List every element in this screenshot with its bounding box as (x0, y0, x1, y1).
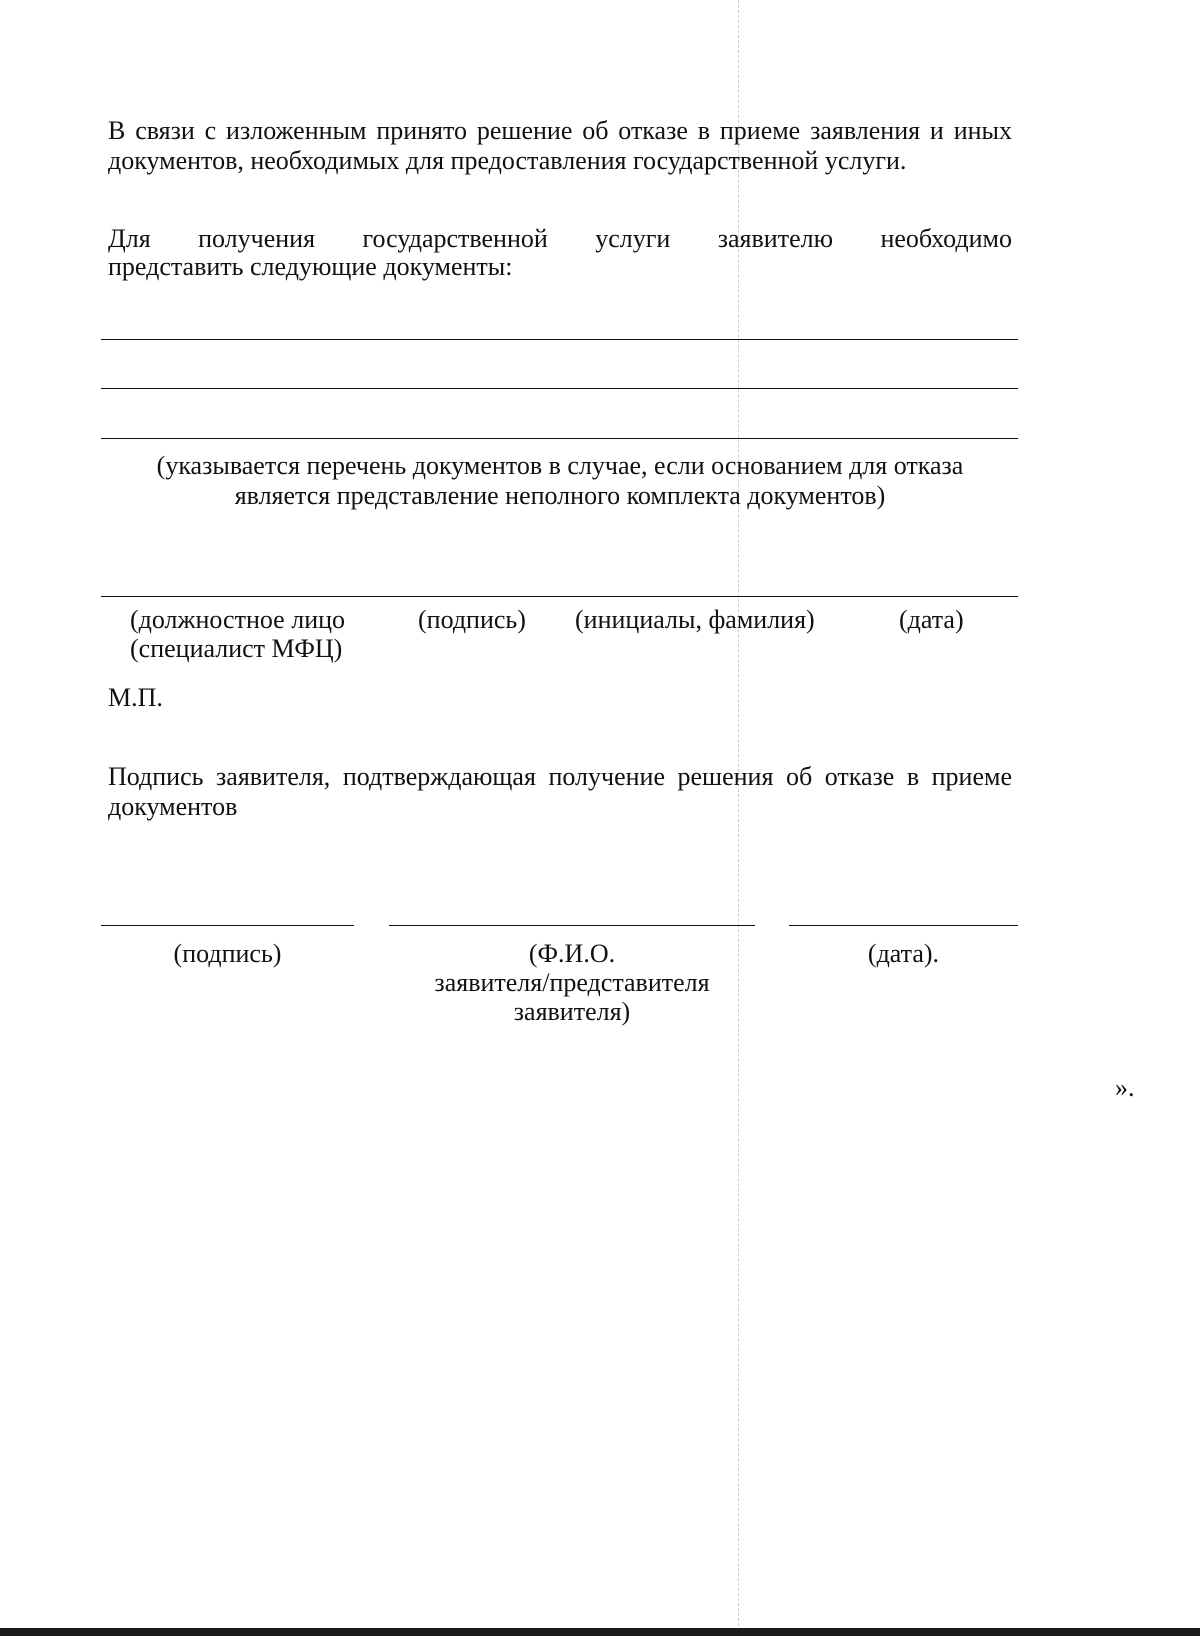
documents-list-caption: (указывается перечень документов в случае, если основанием для отказа является представление неполного комплекта документов) (156, 451, 964, 510)
scan-bottom-edge (0, 1628, 1200, 1636)
documents-blank-line-3[interactable] (101, 438, 1018, 439)
applicant-fio-line[interactable] (389, 925, 755, 926)
official-initials-label: (инициалы, фамилия) (575, 605, 815, 634)
applicant-date-label: (дата). (867, 939, 940, 968)
refusal-decision-paragraph: В связи с изложенным принято решение об отказе в приеме заявления и иных документов, необходимых для предоставления государственной услуги. (108, 116, 1012, 175)
official-signature-line[interactable] (101, 596, 1018, 597)
applicant-signature-line[interactable] (101, 925, 354, 926)
applicant-signature-label: (подпись) (173, 939, 282, 968)
official-position-label-line1: (должностное лицо (130, 605, 346, 634)
applicant-fio-label-line2: заявителя/представителя (434, 968, 710, 997)
required-documents-intro-line2: представить следующие документы: (108, 252, 513, 281)
stamp-place-label: М.П. (108, 683, 163, 712)
applicant-fio-label-line3: заявителя) (513, 997, 631, 1026)
official-position-label-line2: (специалист МФЦ) (130, 634, 343, 663)
documents-blank-line-1[interactable] (101, 339, 1018, 340)
documents-blank-line-2[interactable] (101, 388, 1018, 389)
official-date-label: (дата) (899, 605, 964, 634)
applicant-date-line[interactable] (789, 925, 1018, 926)
required-documents-intro-line1: Для получения государственной услуги заявителю необходимо (108, 224, 1012, 253)
closing-quote-mark: ». (1115, 1073, 1135, 1102)
applicant-acknowledgement-paragraph: Подпись заявителя, подтверждающая получение решения об отказе в приеме документов (108, 762, 1012, 821)
applicant-fio-label-line1: (Ф.И.О. (528, 939, 616, 968)
official-signature-label: (подпись) (418, 605, 526, 634)
